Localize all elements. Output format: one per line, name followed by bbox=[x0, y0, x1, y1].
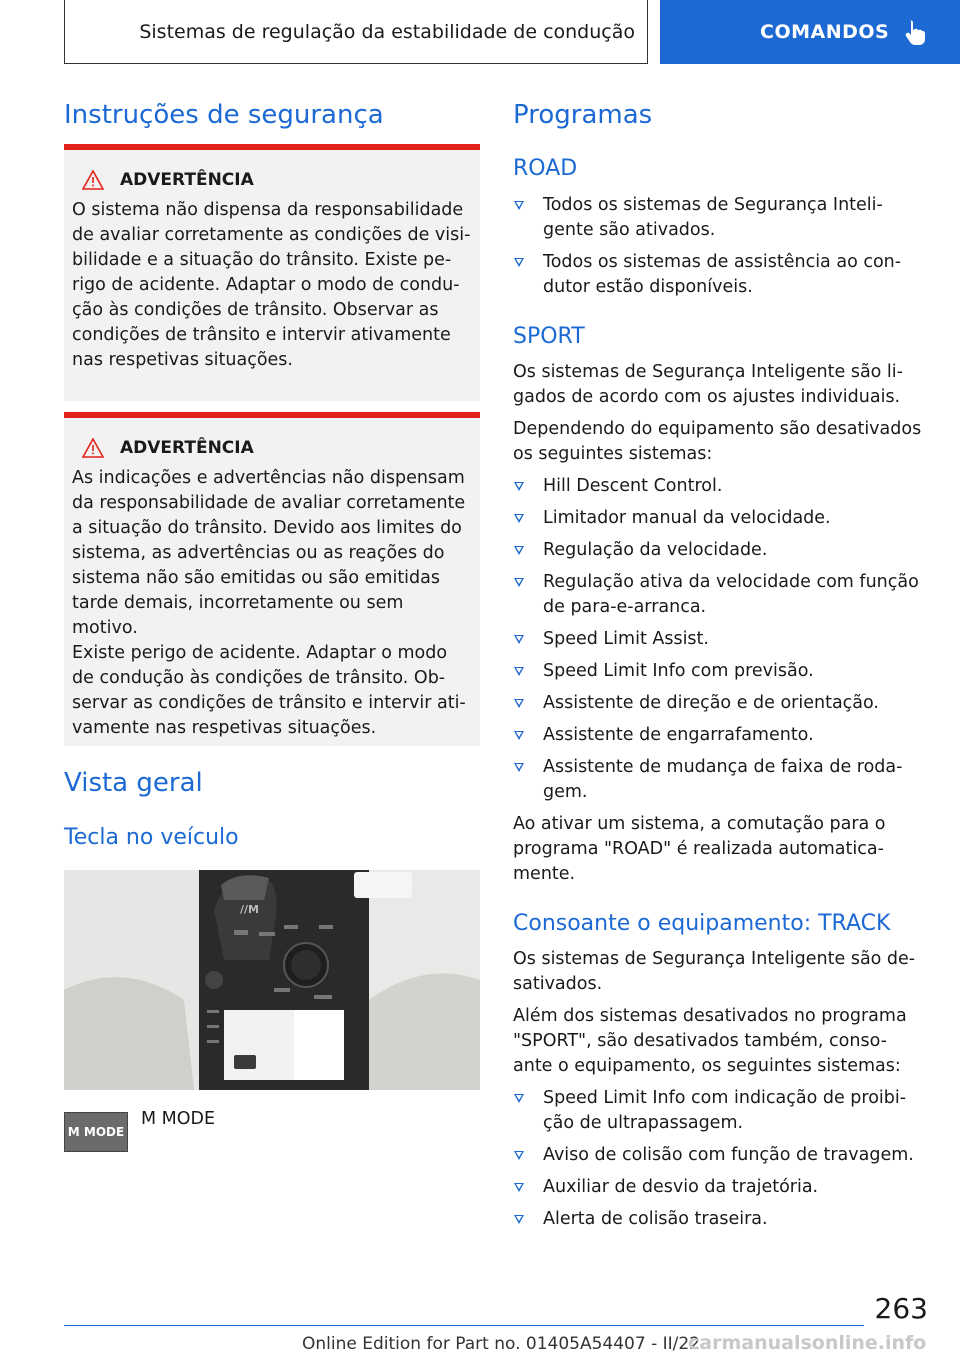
pointing-hand-icon bbox=[903, 19, 927, 45]
list-item: Speed Limit Info com previsão. bbox=[513, 659, 933, 684]
list-item: Auxiliar de desvio da trajetória. bbox=[513, 1175, 933, 1200]
sport-list bbox=[513, 474, 933, 812]
track-list bbox=[513, 1086, 933, 1239]
warning-triangle-icon bbox=[82, 438, 104, 458]
warning-text-1: O sistema não dispensa da responsabilidade de avaliar corretamente as condições de visi- bilidade e a situação do trânsito. Existe pe- rigo de acidente. Adaptar o modo de condu- ção às condições de trânsito. Observar as condições de trânsito e intervir ativamente nas respetivas situações. bbox=[72, 200, 471, 370]
svg-text://M: //M bbox=[240, 903, 259, 916]
track-paragraph-1: Os sistemas de Segurança Inteligente são de- sativados. bbox=[513, 949, 916, 994]
list-item: Todos os sistemas de Segurança Inteli- gente são ativados. bbox=[513, 193, 933, 243]
sport-paragraph-1: Os sistemas de Segurança Inteligente são li- gados de acordo com os ajustes individuais. bbox=[513, 362, 903, 407]
warning-text-2: As indicações e advertências não dispensam da responsabilidade de avaliar corretamente a situação do trânsito. Devido aos limites do sistema, as advertências ou as reações do sistema não são emitidas ou são emitidas tarde demais, incorretamente ou sem motivo. Existe perigo de acidente. Adaptar o modo de condução às condições de trânsito. Ob- servar as condições de trânsito e intervir ati- vamente nas respetivas situações. bbox=[72, 468, 466, 738]
warning-title-1: ADVERTÊNCIA bbox=[72, 170, 472, 190]
m-mode-caption: M MODE bbox=[141, 1109, 216, 1129]
list-item: Hill Descent Control. bbox=[513, 474, 933, 499]
track-heading: Consoante o equipamento: TRACK bbox=[513, 911, 891, 936]
vehicle-console-photo bbox=[64, 870, 480, 1090]
warning-box-1 bbox=[64, 144, 480, 401]
programs-heading: Programas bbox=[513, 100, 653, 130]
list-item: Assistente de mudança de faixa de roda- gem. bbox=[513, 755, 933, 805]
track-paragraph-2: Além dos sistemas desativados no programa "SPORT", são desativados também, conso- ante o equipamento, os seguintes sistemas: bbox=[513, 1006, 907, 1076]
list-item: Assistente de direção e de orientação. bbox=[513, 691, 933, 716]
list-item: Alerta de colisão traseira. bbox=[513, 1207, 933, 1232]
footer-edition: Online Edition for Part no. 01405A54407 - II/22 bbox=[302, 1334, 701, 1354]
footer-divider bbox=[64, 1325, 864, 1326]
header-tab-label: COMANDOS bbox=[760, 21, 890, 43]
header-section-box bbox=[64, 0, 648, 64]
list-item: Regulação ativa da velocidade com função de para-e-arranca. bbox=[513, 570, 933, 620]
list-item: Speed Limit Assist. bbox=[513, 627, 933, 652]
sport-heading: SPORT bbox=[513, 324, 585, 349]
watermark: carmanualsonline.info bbox=[688, 1332, 927, 1354]
sport-paragraph-3: Ao ativar um sistema, a comutação para o programa "ROAD" é realizada automatica- mente. bbox=[513, 814, 886, 884]
list-item: Todos os sistemas de assistência ao con- dutor estão disponíveis. bbox=[513, 250, 933, 300]
road-list bbox=[513, 193, 933, 307]
overview-heading: Vista geral bbox=[64, 768, 203, 798]
list-item: Assistente de engarrafamento. bbox=[513, 723, 933, 748]
sport-paragraph-2: Dependendo do equipamento são desativados os seguintes sistemas: bbox=[513, 419, 922, 464]
list-item: Regulação da velocidade. bbox=[513, 538, 933, 563]
header-section-title: Sistemas de regulação da estabilidade de condução bbox=[139, 20, 635, 43]
warning-triangle-icon bbox=[82, 170, 104, 190]
button-heading: Tecla no veículo bbox=[64, 825, 239, 850]
m-mode-button-icon: M MODE bbox=[64, 1112, 128, 1152]
safety-heading: Instruções de segurança bbox=[64, 100, 384, 130]
warning-title-2: ADVERTÊNCIA bbox=[72, 438, 472, 458]
warning-box-2 bbox=[64, 412, 480, 746]
list-item: Speed Limit Info com indicação de proibi- ção de ultrapassagem. bbox=[513, 1086, 933, 1136]
list-item: Limitador manual da velocidade. bbox=[513, 506, 933, 531]
header-tab-comandos[interactable] bbox=[660, 0, 960, 64]
page-number: 263 bbox=[874, 1292, 928, 1325]
list-item: Aviso de colisão com função de travagem. bbox=[513, 1143, 933, 1168]
road-heading: ROAD bbox=[513, 156, 578, 181]
